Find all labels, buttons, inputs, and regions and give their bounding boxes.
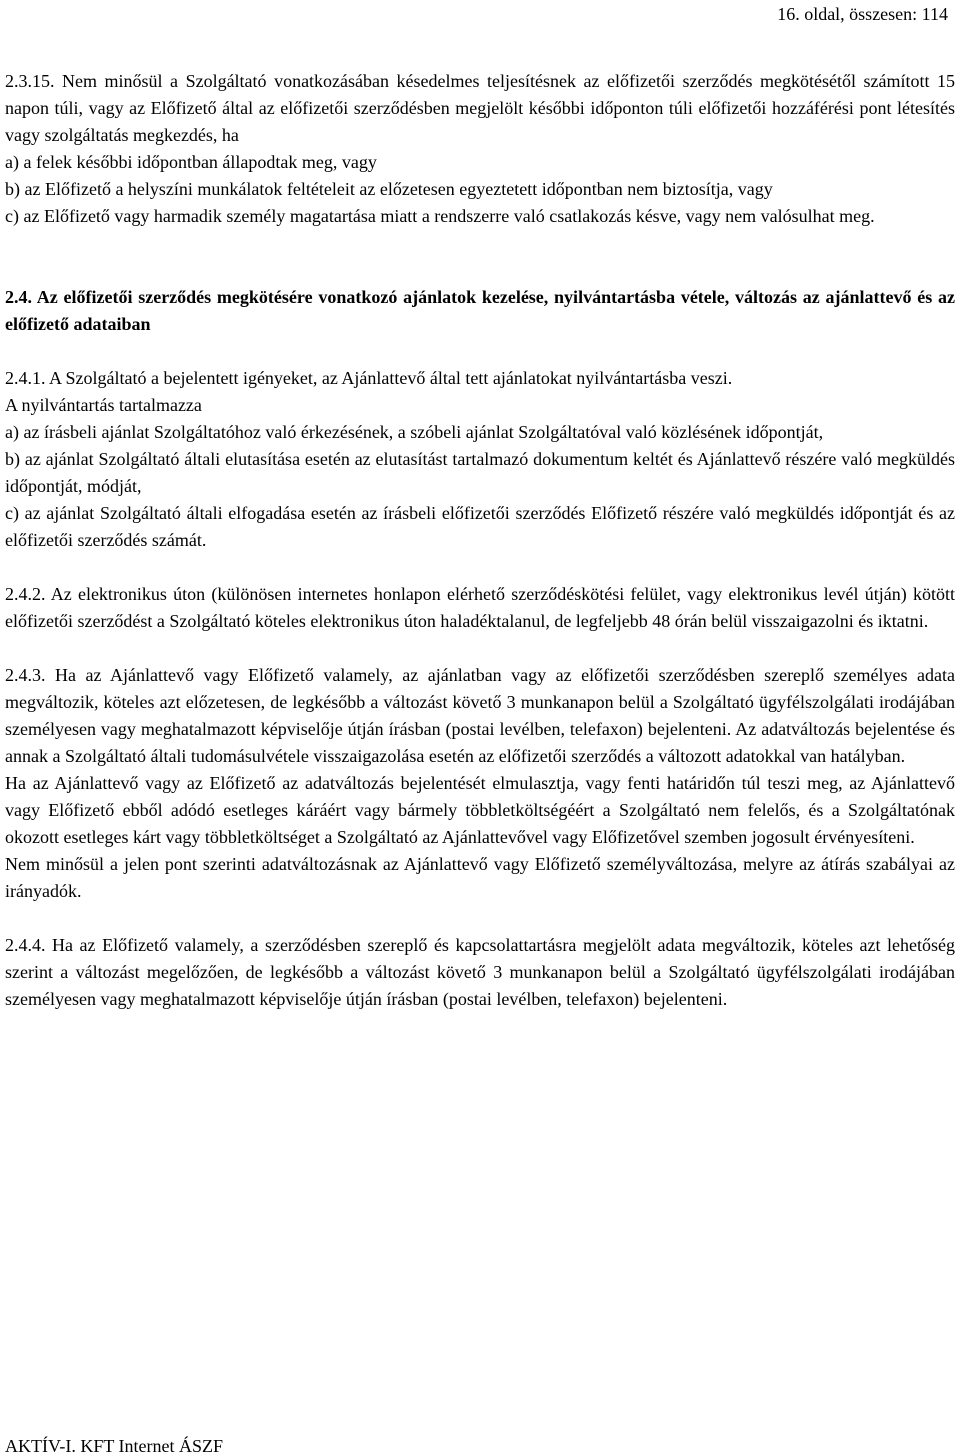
list-item-c: c) az Előfizető vagy harmadik személy magatartása miatt a rendszerre való csatlakozás késve, vagy nem valósulhat meg. [5,206,875,226]
section-heading-2-4: 2.4. Az előfizetői szerződés megkötésére vonatkozó ajánlatok kezelése, nyilvántartásba vétele, változás az ajánlattevő és az előfizető adataiban [5,287,955,334]
section-2-4-1 [5,365,955,554]
section-2-3-15 [5,68,955,230]
section-2-4-3 [5,662,955,905]
paragraph: 2.3.15. Nem minősül a Szolgáltató vonatkozásában késedelmes teljesítésnek az előfizetői szerződés megkötésétől számított 15 napon túli, vagy az Előfizető által az előfizetői szerződésben megjelölt későbbi időponton túli előfizetői hozzáférési pont létesítés vagy szolgáltatás megkezdés, ha [5,71,955,145]
paragraph: 2.4.2. Az elektronikus úton (különösen internetes honlapon elérhető szerződéskötési felület, vagy elektronikus levél útján) kötött előfizetői szerződést a Szolgáltató köteles elektronikus úton haladéktalanul, de legfeljebb 48 órán belül visszaigazolni és iktatni. [5,584,955,631]
section-2-4-2 [5,581,955,635]
document-body [5,68,955,1040]
paragraph: A nyilvántartás tartalmazza [5,395,202,415]
page-footer: AKTÍV-I. KFT Internet ÁSZF [5,1436,223,1456]
paragraph: Nem minősül a jelen pont szerinti adatváltozásnak az Ajánlattevő vagy Előfizető személyváltozása, melyre az átírás szabályai az irányadók. [5,854,955,901]
page-number-header: 16. oldal, összesen: 114 [777,4,948,24]
list-item-a: a) a felek későbbi időpontban állapodtak meg, vagy [5,152,377,172]
list-item-c: c) az ajánlat Szolgáltató általi elfogadása esetén az írásbeli előfizetői szerződés Előfizető részére való megküldés időpontját és az előfizetői szerződés számát. [5,503,955,550]
section-2-4-4 [5,932,955,1013]
paragraph: 2.4.4. Ha az Előfizető valamely, a szerződésben szereplő és kapcsolattartásra megjelölt adata megváltozik, köteles azt lehetőség szerint a változást megelőzően, de legkésőbb a változást követő 3 munkanapon belül a Szolgáltató ügyfélszolgálati irodájában személyesen vagy meghatalmazott képviselője útján írásban (postai levélben, telefaxon) bejelenteni. [5,935,955,1009]
paragraph: Ha az Ajánlattevő vagy az Előfizető az adatváltozás bejelentését elmulasztja, vagy fenti határidőn túl teszi meg, az Ajánlattevő vagy Előfizető ebből adódó esetleges káráért vagy bármely többletköltségéért a Szolgáltató nem felelős, és a Szolgáltatónak okozott esetleges kárt vagy többletköltséget a Szolgáltató az Ajánlattevővel vagy Előfizetővel szemben jogosult érvényesíteni. [5,773,955,847]
list-item-a: a) az írásbeli ajánlat Szolgáltatóhoz való érkezésének, a szóbeli ajánlat Szolgáltatóval való közlésének időpontját, [5,422,824,442]
paragraph: 2.4.1. A Szolgáltató a bejelentett igényeket, az Ajánlattevő által tett ajánlatokat nyilvántartásba veszi. [5,368,733,388]
list-item-b: b) az ajánlat Szolgáltató általi elutasítása esetén az elutasítást tartalmazó dokumentum keltét és Ajánlattevő részére való megküldés időpontját, módját, [5,449,955,496]
paragraph: 2.4.3. Ha az Ajánlattevő vagy Előfizető valamely, az ajánlatban vagy az előfizetői szerződésben szereplő személyes adata megváltozik, köteles azt előzetesen, de legkésőbb a változást követő 3 munkanapon belül a Szolgáltató ügyfélszolgálati irodájában személyesen vagy meghatalmazott képviselője útján írásban (postai levélben, telefaxon) bejelenteni. Az adatváltozás bejelentése és annak a Szolgáltató általi tudomásulvétele visszaigazolása esetén az előfizetői szerződés a változott adatokkal van hatályban. [5,665,955,766]
list-item-b: b) az Előfizető a helyszíni munkálatok feltételeit az előzetesen egyeztetett időpontban nem biztosítja, vagy [5,179,773,199]
